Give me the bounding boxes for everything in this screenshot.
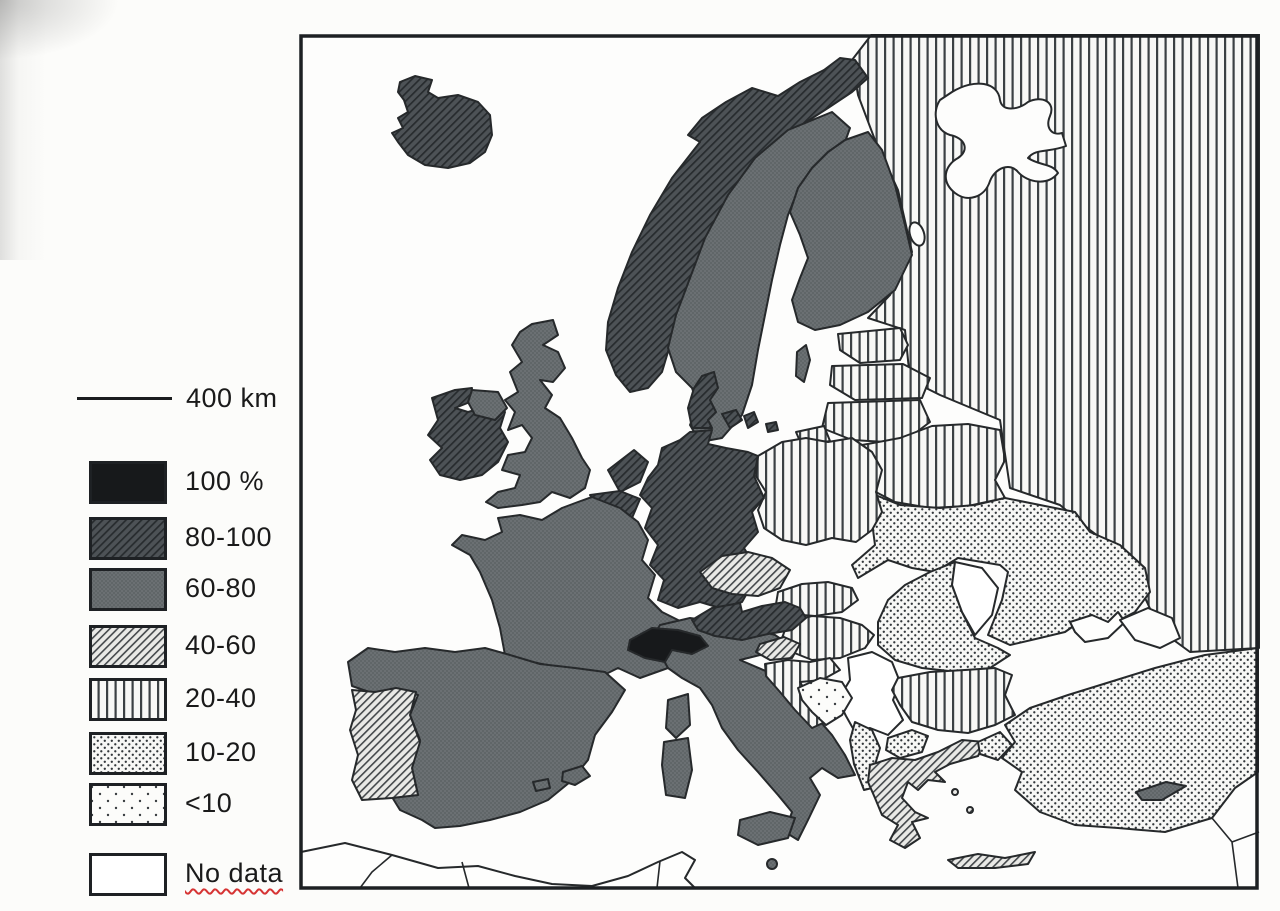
- legend-swatch: [91, 463, 166, 503]
- legend-item-label: 10-20: [185, 737, 257, 767]
- scale-bar-label: 400 km: [186, 383, 278, 413]
- country-latvia: [830, 364, 930, 400]
- island-ibiza: [533, 779, 550, 791]
- map-legend: [0, 0, 296, 911]
- legend-swatch: [91, 734, 166, 774]
- legend-item-label: 60-80: [185, 573, 257, 603]
- legend-swatch: [91, 680, 166, 720]
- island-sardinia: [662, 738, 692, 798]
- legend-item-label: 40-60: [185, 630, 257, 660]
- legend-item-label: 100 %: [185, 466, 265, 496]
- aegean-islet: [952, 789, 958, 795]
- aegean-islet: [967, 807, 973, 813]
- legend-item-label: <10: [185, 788, 233, 818]
- legend-swatch: [91, 519, 166, 559]
- country-portugal: [350, 688, 420, 800]
- legend-swatch: [91, 570, 166, 610]
- legend-item-label: No data: [185, 858, 284, 888]
- europe-map: [299, 34, 1260, 890]
- country-poland: [756, 438, 882, 545]
- legend-swatch: [91, 627, 166, 667]
- legend-swatch: [91, 785, 166, 825]
- scale-bar-line: [77, 397, 172, 400]
- legend-item-label: 80-100: [185, 522, 273, 552]
- island-malta: [767, 859, 777, 869]
- legend-swatch: [91, 855, 166, 895]
- legend-item-label: 20-40: [185, 683, 257, 713]
